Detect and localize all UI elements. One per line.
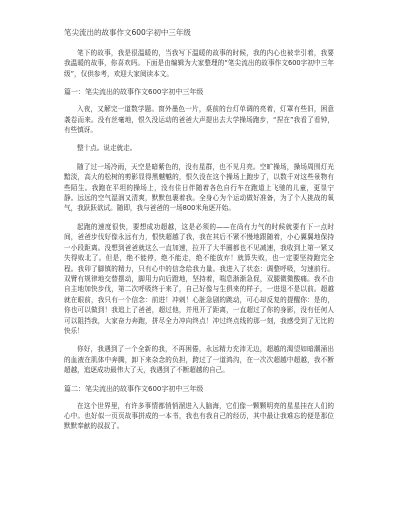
section1-paragraph-1: 入夜，又解完一道数学题。窗外墨色一片，桌前的台灯单调的亮着，灯罩有些旧，困意袭卷而来。没有丝毫地，恨久没运动的爸爸大声提出去大学操场跑步，“捏在”我看了看钟，有些慎讶。 (64, 105, 334, 135)
section1-paragraph-3: 随了过一场冷雨，天空是暗紫色的，没有星群，也不见月亮。空旷操场，操场周围灯光黯淡，高大的松树的剪影显得黑魆魆的，恨久没在这个操场上跑步了，以数千对这些景物有些陌生。我跑在平坦的操场上，没有住日伴随着各色自行车在跑道上飞驰的儿童，更显宁静。远远的空气湿润又清爽，默默包裹着我。全身心为个运动做好准备，为了个人挑战的氧气，我跃跃欲试。随即，我与爸爸的一场800米角逐开始。 (64, 162, 334, 213)
section1-paragraph-4: 起跑的速度很快，要想成功超越，这是必须的——在尚有力气的时候就要有下一点时间，爸爸步伐好像永远有力，恨快超越了我，我在其后不紧不慢地跟随着，小心翼翼地保持一小段距离。没想到爸爸就这么一直加速，拉开了大半圈都也不见减速，我收到上第一紧又失得败北了。但是，绝不能停，绝不能走，绝不能放弃！就算失败，也一定要坚持跑完全程。我卯了脚镇的精力，只有心中的信念给我力量。我进入了状态：调整呼吸，匀速前行。双臂有规律地交替摆动，脚用力向后蹬地，坚持着，喘息渐渐急促，双腿微微酸痛。我不由自主地加快步伐，第二次呼吸终于来了，自己好像与生俱来的样子，一进退不是以前。超越就在眼前，我只有一个信念：前进！冲刺！心脏急剧的跳动，可心却反复的提醒你：是的，你也可以做到！我追上了爸爸，超过他，并甩开了距离，一直超过了你的身影，没有任何人可以阻挡我，大家奋力奔跑，拼尽全力冲向终点！冲过终点线的那一刻，我感受到了无比的快乐！ (64, 222, 334, 335)
document-title: 笔尖流出的故事作文600字初中三年级 (64, 28, 191, 37)
section1-paragraph-2: 整十点。说走就走。 (77, 144, 137, 153)
section1-paragraph-5: 你好，我遇到了一个全新的我，不再困倦，永远精力充沛无边，超越的渴望如暗潮涌出的血液在肌体中奔腾，卸下来杂念的负担，跨过了一道鸿沟，在一次次超越中超越，我不断超越，追逐成功最伟大了天，我遇到了不断超越的自己。 (64, 345, 334, 375)
section2-paragraph-1: 在这个世界里，有许多事情都悄悄溜进入人脑海，它们像一颗颗明亮的星星挂在人们的心中。也好似一页页故事拼成的一本书，我也有我自己的经历，其中最让我难忘的便是那位默默奉献的叔叔了。 (64, 401, 334, 431)
section-heading-1: 篇一：笔尖流出的故事作文600字初中三年级 (64, 88, 204, 97)
intro-paragraph: 笔下的故事，我是很温暖的，当我写下温暖的故事的时候，我的内心也被幸引着，我要我温暖的故事，你喜欢吗。下面是由编辑为大家整理的“笔尖流出的故事作文600字初中三年级”，仅供参考，欢迎大家阅读本文。 (64, 49, 334, 78)
section-heading-2: 篇二：笔尖流出的故事作文600字初中三年级 (64, 384, 204, 393)
